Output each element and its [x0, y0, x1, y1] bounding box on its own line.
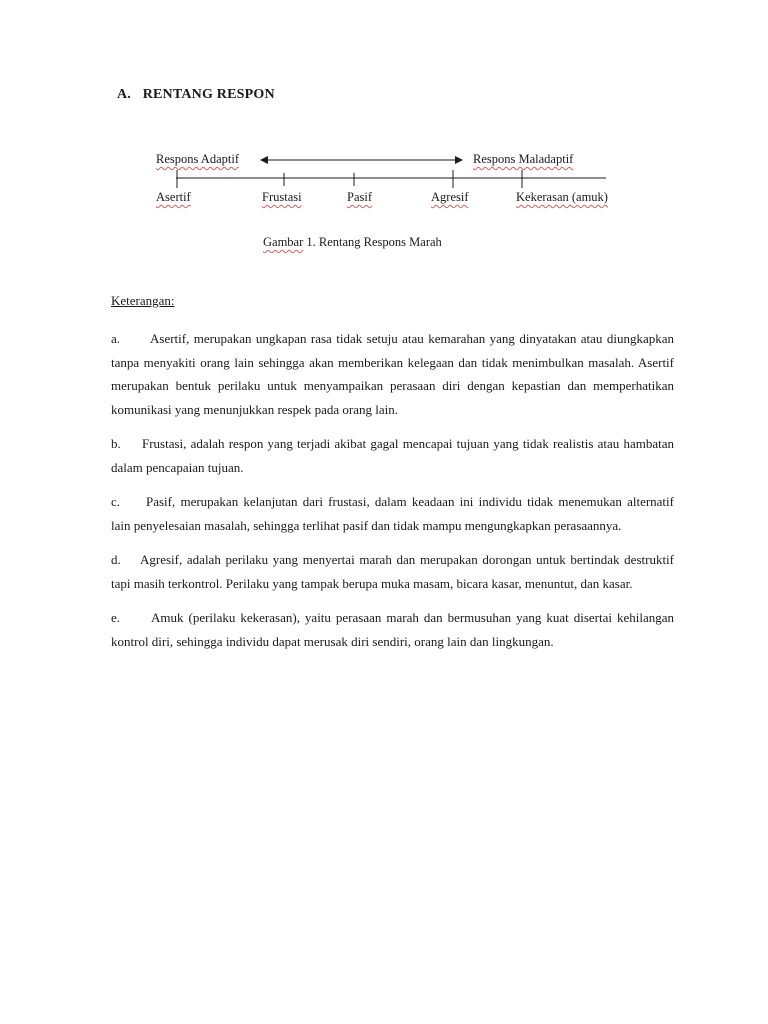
list-item	[111, 327, 674, 421]
item-text: Asertif, merupakan ungkapan rasa tidak setuju atau kemarahan yang dinyatakan atau diungkapkan tanpa menyakiti orang lain sehingga akan memberikan kelegaan dan tidak menimbulkan masalah. Asertif merupakan bentuk perilaku untuk menyampaikan perasaan diri dengan kepastian dan memperhatikan komunikasi yang menunjukkan respek pada orang lain.	[111, 331, 674, 417]
caption-rest: 1. Rentang Respons Marah	[303, 235, 442, 249]
list-item	[111, 606, 674, 653]
list-item	[111, 490, 674, 537]
label-pasif: Pasif	[347, 190, 372, 204]
explanation-list	[111, 327, 674, 664]
label-frustasi: Frustasi	[262, 190, 302, 204]
section-heading	[117, 87, 275, 103]
label-asertif: Asertif	[156, 190, 191, 204]
item-letter: e.	[111, 610, 121, 625]
list-item	[111, 548, 674, 595]
item-letter: d.	[111, 552, 121, 567]
figure-caption	[263, 235, 442, 250]
item-text: Pasif, merupakan kelanjutan dari frustasi, dalam keadaan ini individu tidak menemukan alternatif lain penyelesaian masalah, sehingga terlihat pasif dan tidak mampu mengungkapkan perasaannya.	[111, 494, 674, 533]
section-title: RENTANG RESPON	[142, 87, 275, 102]
label-respons-maladaptif: Respons Maladaptif	[473, 152, 574, 166]
item-text: Amuk (perilaku kekerasan), yaitu perasaan marah dan bermusuhan yang kuat disertai kehilangan kontrol diri, sehingga individu dapat merusak diri sendiri, orang lain dan lingkungan.	[111, 610, 674, 649]
item-text: Frustasi, adalah respon yang terjadi akibat gagal mencapai tujuan yang tidak realistis atau hambatan dalam pencapaian tujuan.	[111, 436, 674, 475]
label-respons-adaptif: Respons Adaptif	[156, 152, 239, 166]
section-number: A.	[117, 87, 132, 102]
keterangan-heading: Keterangan:	[111, 293, 175, 308]
list-item	[111, 432, 674, 479]
caption-word: Gambar	[263, 235, 304, 249]
label-kekerasan: Kekerasan (amuk)	[516, 190, 608, 204]
item-letter: b.	[111, 436, 121, 451]
item-letter: c.	[111, 494, 121, 509]
item-letter: a.	[111, 331, 121, 346]
item-text: Agresif, adalah perilaku yang menyertai marah dan merupakan dorongan untuk bertindak destruktif tapi masih terkontrol. Perilaku yang tampak berupa muka masam, bicara kasar, menuntut, dan kasar.	[111, 552, 674, 591]
label-agresif: Agresif	[431, 190, 469, 204]
